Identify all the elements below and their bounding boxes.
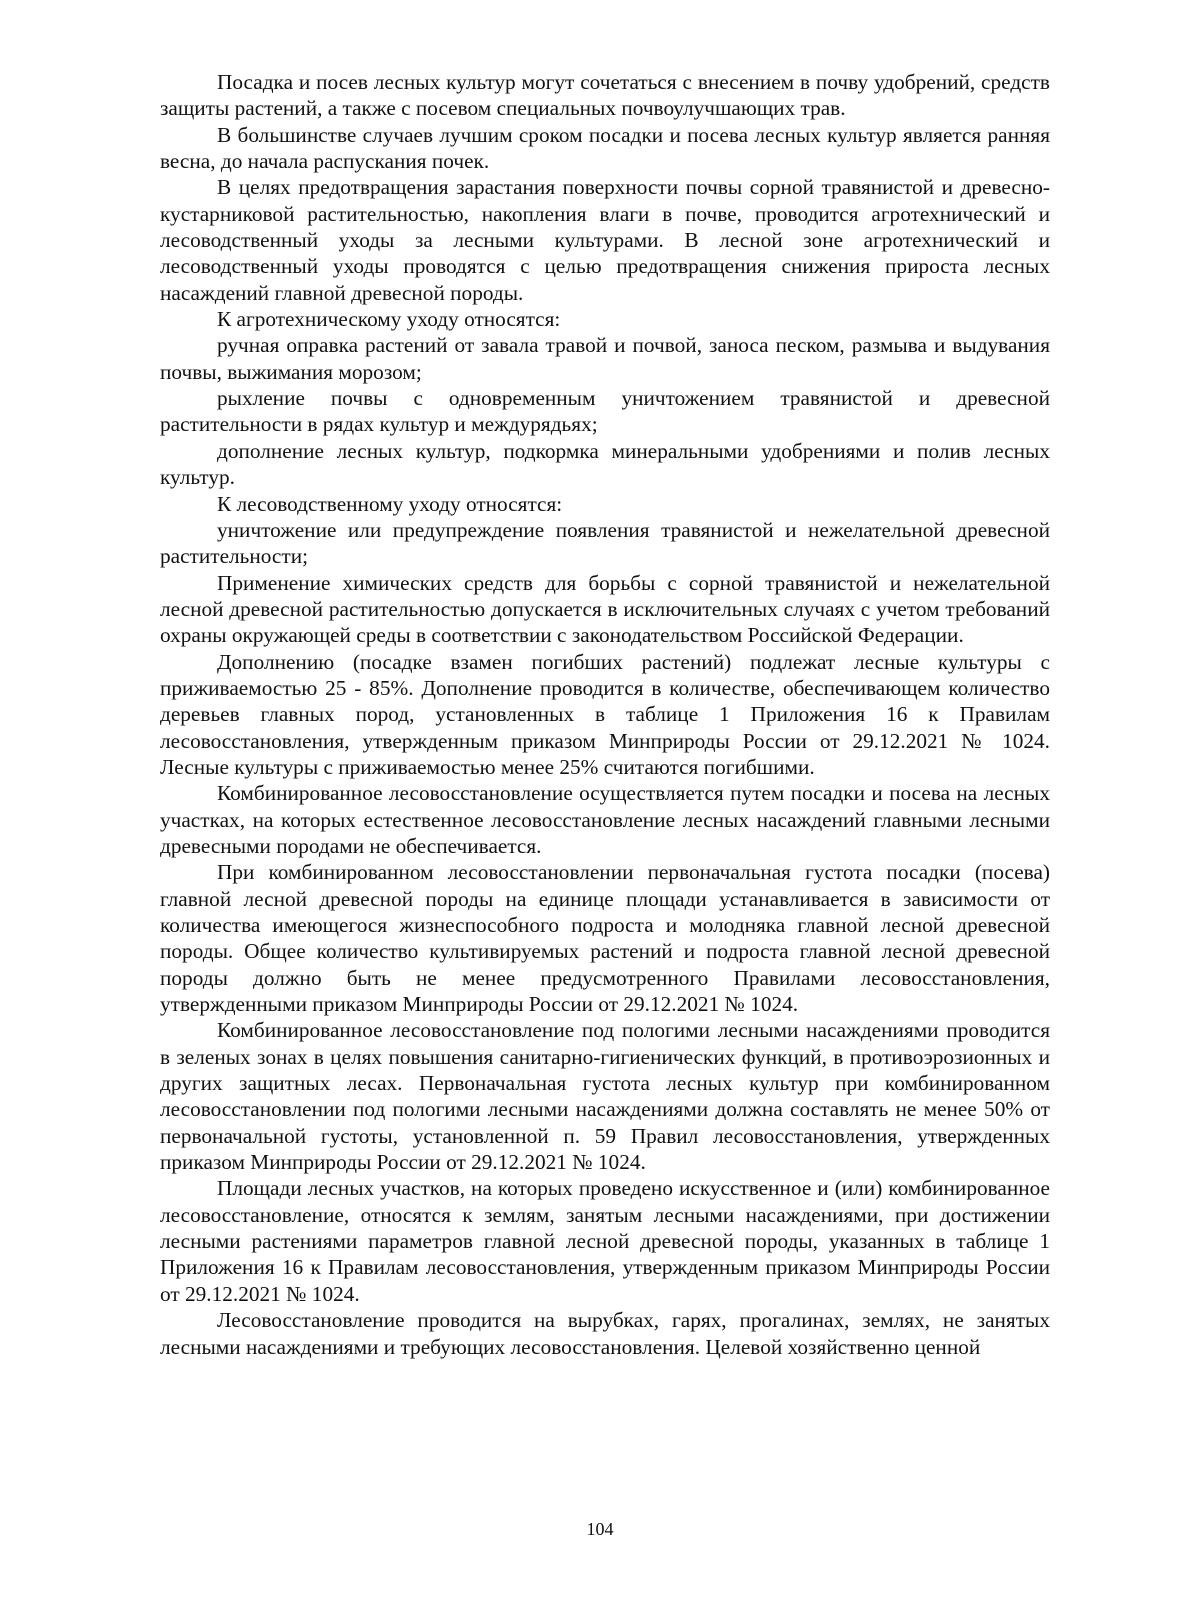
paragraph: Лесовосстановление проводится на вырубках, гарях, прогалинах, землях, не занятых лесными насаждениями и требующих лесовосстановления. Целевой хозяйственно ценной — [160, 1308, 1050, 1359]
paragraph: При комбинированном лесовосстановлении первоначальная густота посадки (посева) главной лесной древесной породы на единице площади устанавливается в зависимости от количества имеющегося жизнеспособного подроста и молодняка главной лесной древесной породы. Общее количество культивируемых растений и подроста главной лесной древесной породы должно быть не менее предусмотренного Правилами лесовосстановления, утвержденными приказом Минприроды России от 29.12.2021 № 1024. — [160, 860, 1050, 1017]
page-number: 104 — [586, 1519, 614, 1539]
paragraph: Посадка и посев лесных культур могут сочетаться с внесением в почву удобрений, средств защиты растений, а также с посевом специальных почвоулучшающих трав. — [160, 70, 1050, 121]
paragraph: рыхление почвы с одновременным уничтожением травянистой и древесной растительности в рядах культур и междурядьях; — [160, 386, 1050, 437]
paragraph: Применение химических средств для борьбы с сорной травянистой и нежелательной лесной древесной растительностью допускается в исключительных случаях с учетом требований охраны окружающей среды в соответствии с законодательством Российской Федерации. — [160, 570, 1050, 648]
paragraph: В целях предотвращения зарастания поверхности почвы сорной травянистой и древесно-кустарниковой растительностью, накопления влаги в почве, проводится агротехнический и лесоводственный уходы за лесными культурами. В лесной зоне агротехнический и лесоводственный уходы проводятся с целью предотвращения снижения прироста лесных насаждений главной древесной породы. — [160, 175, 1050, 305]
paragraph: уничтожение или предупреждение появления травянистой и нежелательной древесной растительности; — [160, 517, 1050, 569]
paragraph: Площади лесных участков, на которых проведено искусственное и (или) комбинированное лесовосстановление, относятся к землям, занятым лесными насаждениями, при достижении лесными растениями параметров главной лесной древесной породы, указанных в таблице 1 Приложения 16 к Правилам лесовосстановления, утвержденным приказом Минприроды России от 29.12.2021 № 1024. — [160, 1176, 1050, 1306]
paragraph: К лесоводственному уходу относятся: — [217, 491, 563, 516]
paragraph: дополнение лесных культур, подкормка минеральными удобрениями и полив лесных культур. — [160, 438, 1050, 490]
paragraph: Дополнению (посадке взамен погибших растений) подлежат лесные культуры с приживаемостью 25 - 85%. Дополнение проводится в количестве, обеспечивающем количество деревьев главных пород, установленных в таблице 1 Приложения 16 к Правилам лесовосстановления, утвержденным приказом Минприроды России от 29.12.2021 № 1024. Лесные культуры с приживаемостью менее 25% считаются погибшими. — [160, 649, 1050, 779]
paragraph: В большинстве случаев лучшим сроком посадки и посева лесных культур является ранняя весна, до начала распускания почек. — [160, 122, 1050, 174]
paragraph: К агротехническому уходу относятся: — [217, 307, 561, 332]
paragraph: Комбинированное лесовосстановление под пологими лесными насаждениями проводится в зеленых зонах в целях повышения санитарно-гигиенических функций, в противоэрозионных и других защитных лесах. Первоначальная густота лесных культур при комбинированном лесовосстановлении под пологими лесными насаждениями должна составлять не менее 50% от первоначальной густоты, установленной п. 59 Правил лесовосстановления, утвержденных приказом Минприроды России от 29.12.2021 № 1024. — [160, 1018, 1050, 1175]
document-body — [160, 69, 1050, 1360]
paragraph: ручная оправка растений от завала травой и почвой, заноса песком, размыва и выдувания почвы, выжимания морозом; — [160, 333, 1050, 384]
paragraph: Комбинированное лесовосстановление осуществляется путем посадки и посева на лесных участках, на которых естественное лесовосстановление лесных насаждений главными лесными древесными породами не обеспечивается. — [160, 781, 1050, 858]
